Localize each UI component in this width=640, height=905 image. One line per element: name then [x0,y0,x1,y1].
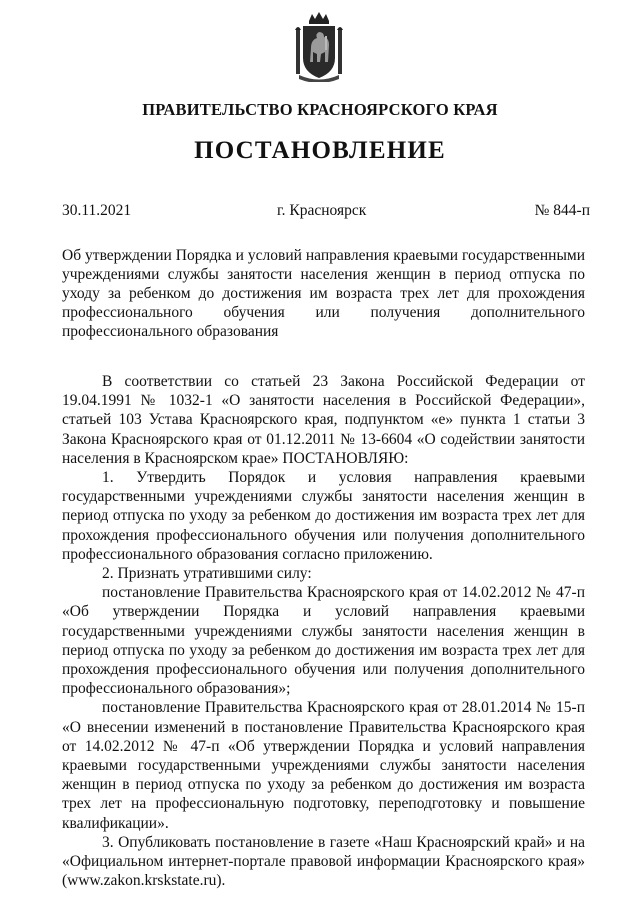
document-body [62,372,585,890]
item-2a-paragraph: постановление Правительства Красноярского края от 14.02.2012 № 47-п «Об утверждении Порядка и условий направления краевыми государственными учреждениями службы занятости населения женщин в период отпуска по уходу за ребенком до достижения им возраста трех лет для прохождения профессионального обучения или получения дополнительного профессионального образования»; [62,584,585,698]
document-type-heading: ПОСТАНОВЛЕНИЕ [194,137,446,164]
government-name: ПРАВИТЕЛЬСТВО КРАСНОЯРСКОГО КРАЯ [142,100,498,119]
item-2-paragraph: 2. Признать утратившими силу: [102,565,312,583]
document-date: 30.11.2021 [62,202,132,219]
item-2b-paragraph: постановление Правительства Красноярского края от 28.01.2014 № 15-п «О внесении изменений в постановление Правительства Красноярского края от 14.02.2012 № 47-п «Об утверждении Порядка и условий направления краевыми государственными учреждениями службы занятости населения женщин в период отпуска по уходу за ребенком до достижения им возраста трех лет на профессиональную подготовку, переподготовку и повышение квалификации». [62,699,585,832]
krasnoyarsk-coat-of-arms-icon [295,12,343,82]
document-title: Об утверждении Порядка и условий направления краевыми государственными учреждениями службы занятости населения женщин в период отпуска по уходу за ребенком до достижения им возраста трех лет для прохождения профессионального обучения или получения дополнительного профессионального образования [62,247,585,340]
preamble-paragraph: В соответствии со статьей 23 Закона Российской Федерации от 19.04.1991 № 1032-1 «О занятости населения в Российской Федерации», статьей 103 Устава Красноярского края, подпунктом «е» пункта 1 статьи 3 Закона Красноярского края от 01.12.2011 № 13-6604 «О содействии занятости населения в Красноярском крае» ПОСТАНОВЛЯЮ: [62,373,585,467]
document-meta-row [62,202,590,224]
document-city: г. Красноярск [277,202,367,219]
document-number: № 844-п [534,202,590,219]
item-3-paragraph: 3. Опубликовать постановление в газете «Наш Красноярский край» и на «Официальном интернет-портале правовой информации Красноярского края» (www.zakon.krskstate.ru). [62,833,585,890]
item-1-paragraph: 1. Утвердить Порядок и условия направления краевыми государственными учреждениями службы занятости населения женщин в период отпуска по уходу за ребенком до достижения им возраста трех лет для прохождения профессионального обучения или получения дополнительного профессионального образования согласно приложению. [62,469,585,563]
